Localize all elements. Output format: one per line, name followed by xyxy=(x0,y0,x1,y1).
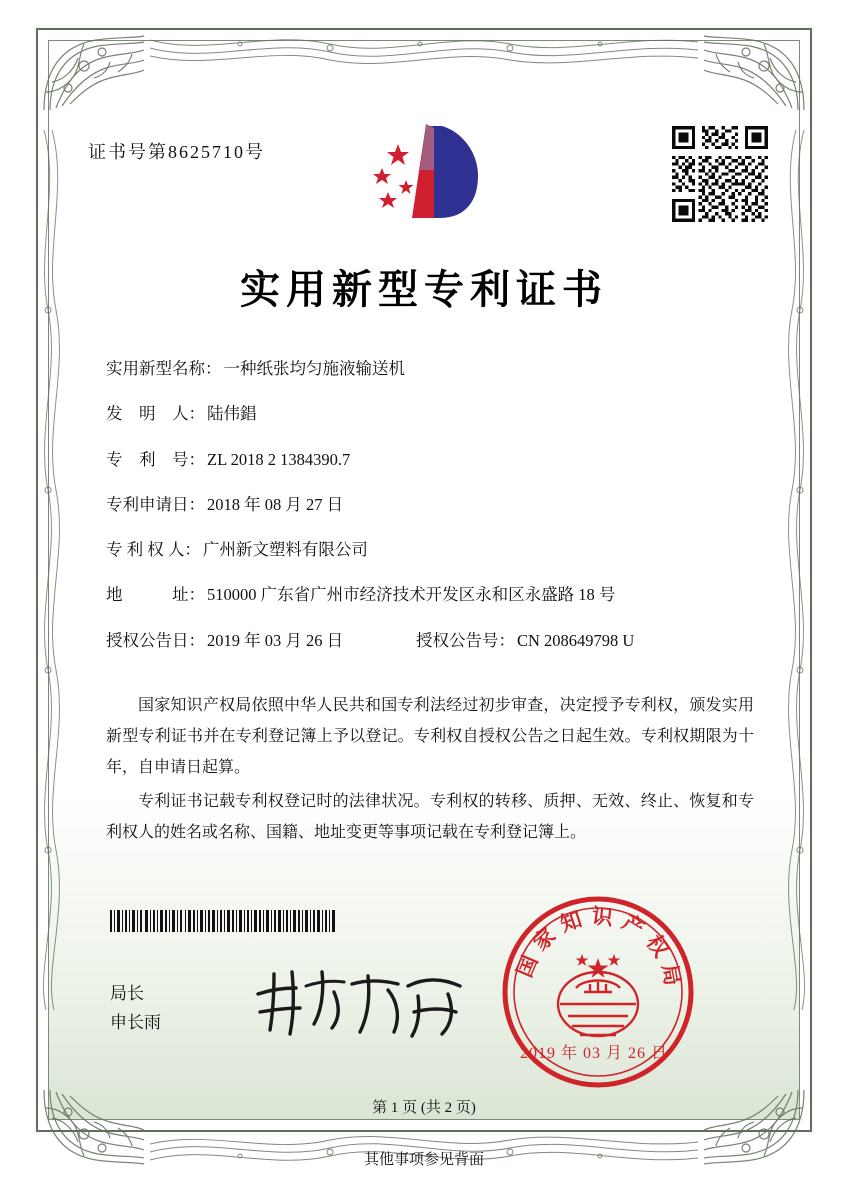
field-row xyxy=(106,584,746,606)
field-row xyxy=(106,403,746,425)
field-value-patent-number: ZL 2018 2 1384390.7 xyxy=(207,449,351,469)
field-row xyxy=(106,494,746,516)
handwritten-signature-icon xyxy=(248,960,478,1044)
director-name: 申长雨 xyxy=(110,1012,161,1032)
field-value-grant-date: 2019 年 03 月 26 日 xyxy=(207,630,344,650)
legal-text xyxy=(106,690,754,850)
field-value-utility-model-name: 一种纸张均匀施液输送机 xyxy=(223,359,405,378)
page-number: 第 1 页 (共 2 页) xyxy=(372,1100,476,1116)
field-label-grant-date: 授权公告日： xyxy=(106,630,205,650)
field-row xyxy=(106,449,746,471)
field-row-grant xyxy=(106,630,746,652)
field-list xyxy=(106,358,746,675)
field-label-patentee: 专 利 权 人： xyxy=(106,540,201,560)
legal-paragraph-1: 国家知识产权局依照中华人民共和国专利法经过初步审查，决定授予专利权，颁发实用新型专利证书并在专利登记簿上予以登记。专利权自授权公告之日起生效。专利权期限为十年，自申请日起算。 xyxy=(106,697,754,777)
field-value-patentee: 广州新文塑料有限公司 xyxy=(202,540,368,560)
field-label-inventor: 发 明 人： xyxy=(106,404,205,424)
field-value-application-date: 2018 年 08 月 27 日 xyxy=(207,494,344,514)
certificate-content xyxy=(48,40,800,1120)
field-value-grant-number: CN 208649798 U xyxy=(517,630,635,650)
field-label-utility-model-name: 实用新型名称： xyxy=(106,359,222,378)
field-label-application-date: 专利申请日： xyxy=(106,494,205,514)
field-row xyxy=(106,539,746,561)
legal-paragraph-2: 专利证书记载专利权登记时的法律状况。专利权的转移、质押、无效、终止、恢复和专利权人的姓名或名称、国籍、地址变更等事项记载在专利登记簿上。 xyxy=(106,792,754,841)
field-value-inventor: 陆伟錩 xyxy=(207,404,257,424)
field-row xyxy=(106,358,746,380)
grant-date-group xyxy=(106,630,356,652)
footer-note: 其他事项参见背面 xyxy=(363,1152,484,1168)
field-label-address: 地 址： xyxy=(106,585,205,605)
certificate-number: 证书号第8625710号 xyxy=(88,142,265,162)
page-title: 实用新型专利证书 xyxy=(240,267,608,312)
seal-text: 国家知识产权局 xyxy=(512,903,687,996)
barcode-icon xyxy=(110,910,336,932)
field-label-grant-number: 授权公告号： xyxy=(416,630,515,650)
grant-number-group xyxy=(416,630,634,652)
director-title: 局长 xyxy=(110,984,144,1003)
qr-code-icon xyxy=(672,126,768,222)
signature-block xyxy=(110,980,161,1038)
seal-date: 2019 年 03 月 26 日 xyxy=(520,1045,669,1062)
field-label-patent-number: 专 利 号： xyxy=(106,449,205,469)
field-value-address: 510000 广东省广州市经济技术开发区永和区永盛路 18 号 xyxy=(207,585,616,605)
cnipa-logo-icon xyxy=(354,118,494,228)
